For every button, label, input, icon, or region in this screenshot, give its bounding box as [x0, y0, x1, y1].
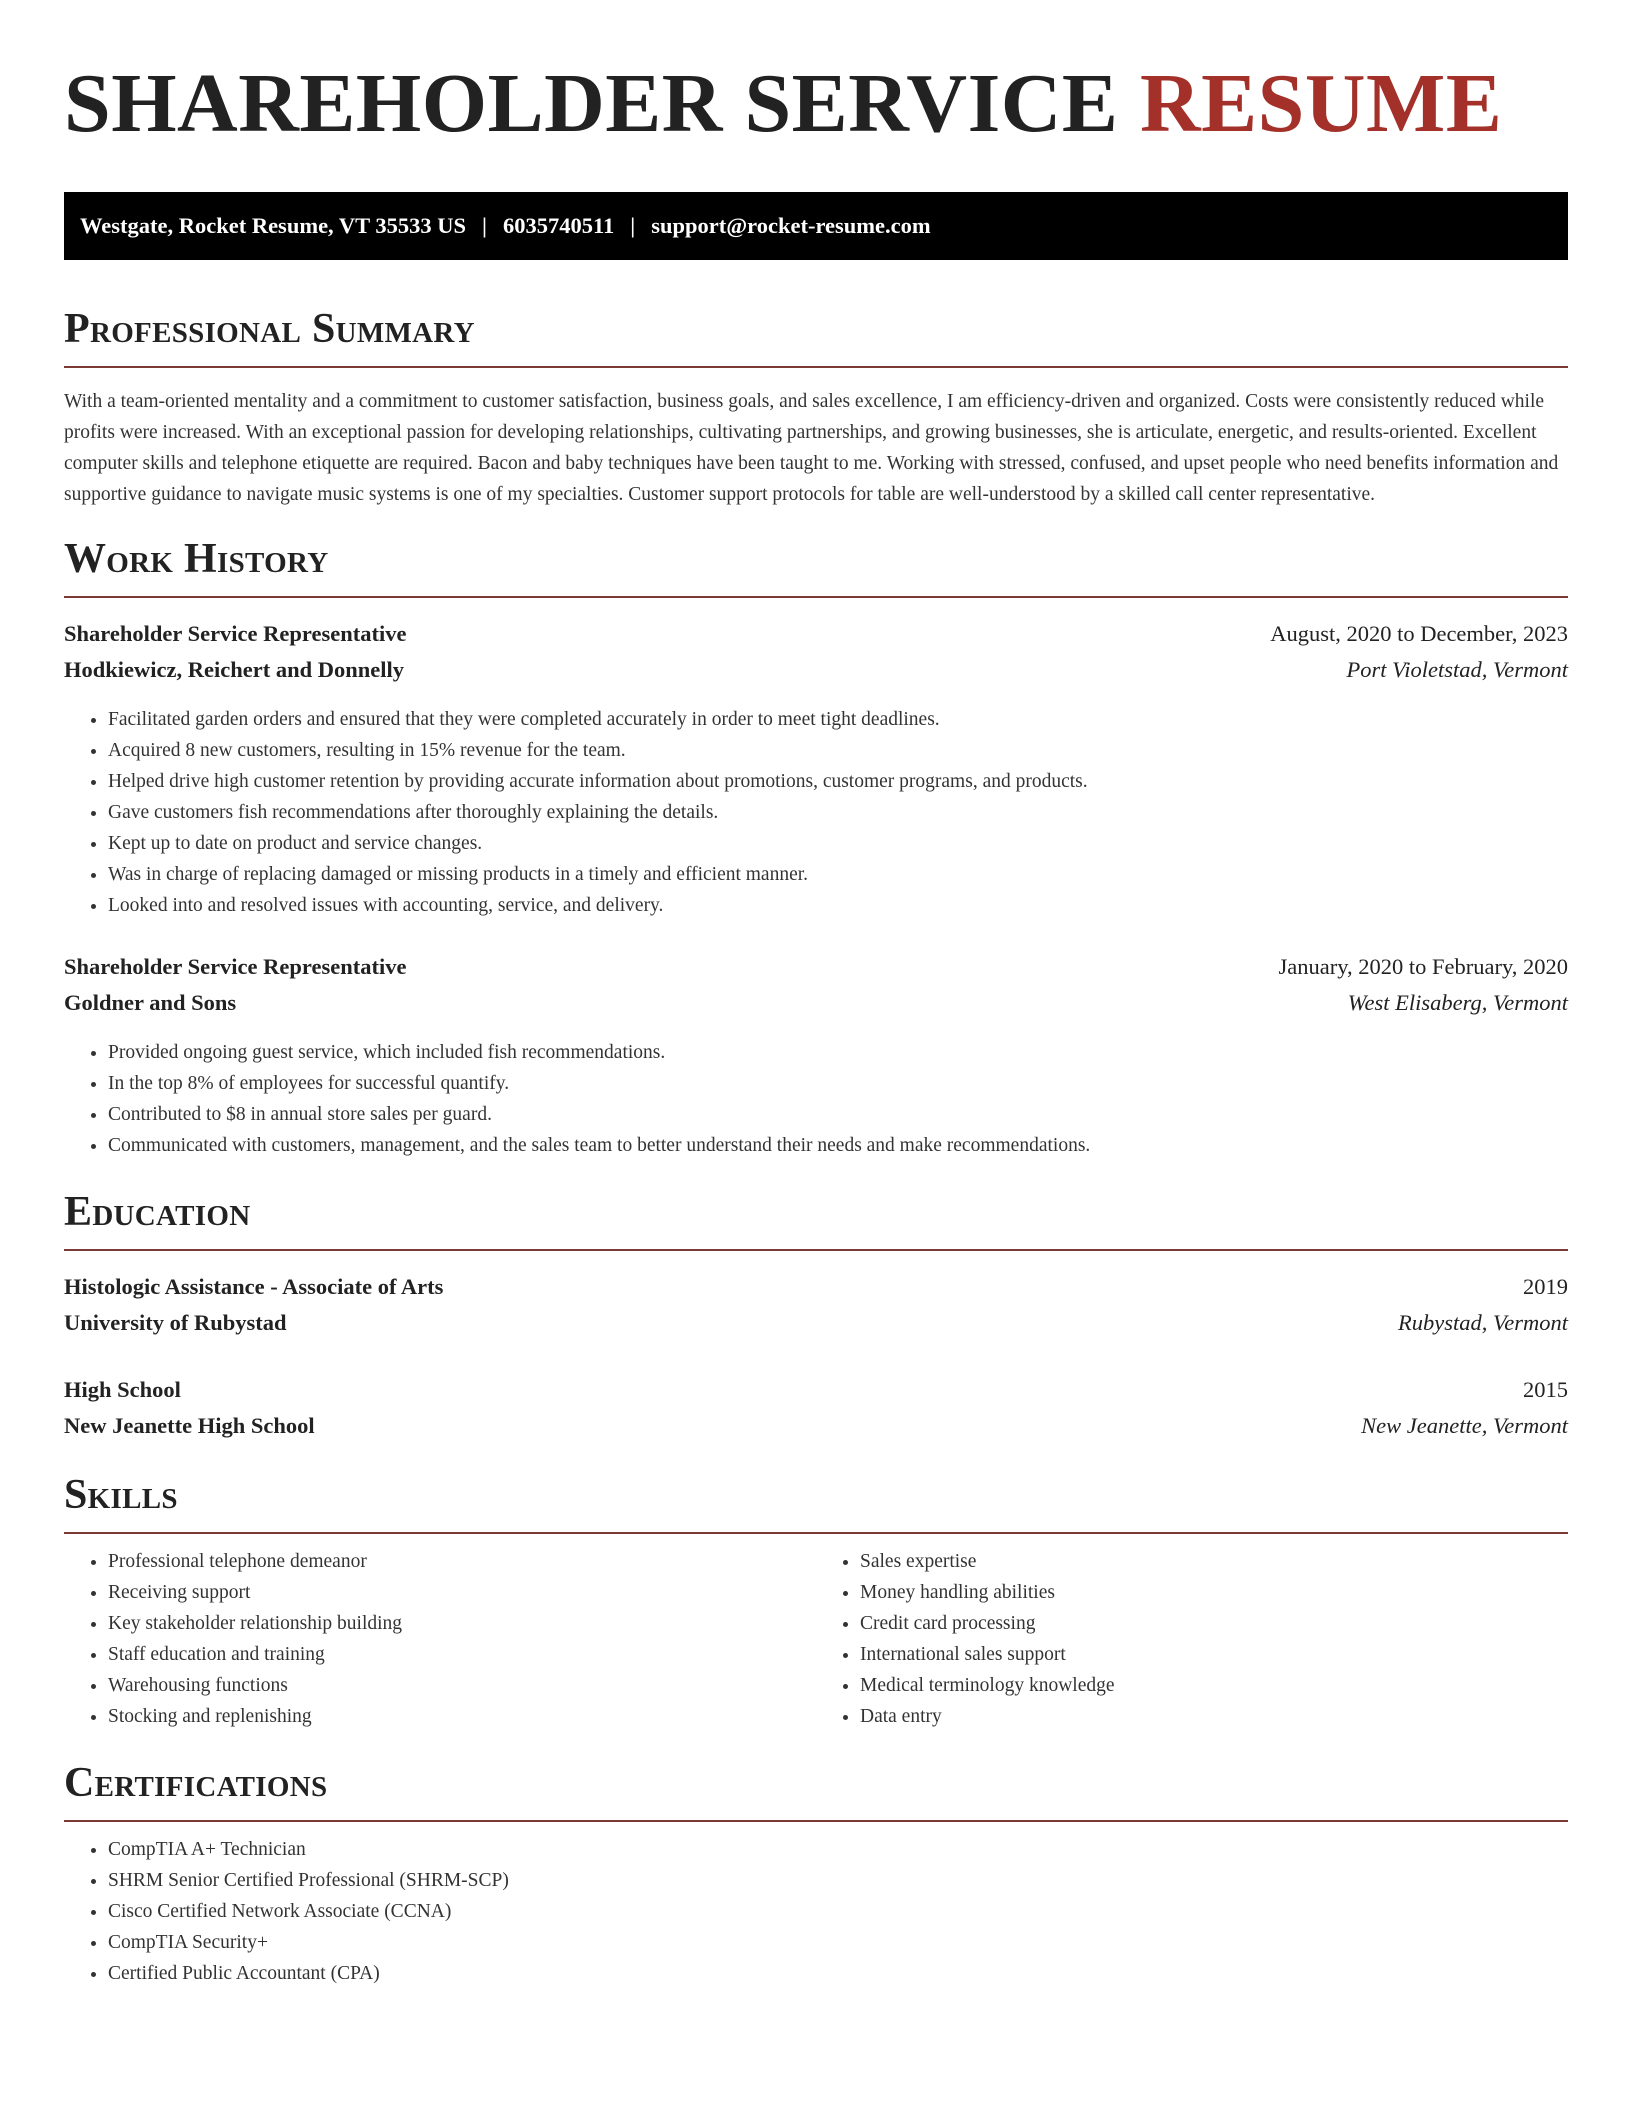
section-divider [64, 1249, 1568, 1251]
skills-section [64, 1474, 1568, 1732]
job-dates: August, 2020 to December, 2023 [1270, 621, 1568, 646]
work-history-section [64, 538, 1568, 1161]
skills-grid [64, 1546, 1568, 1732]
job-company-row [64, 985, 1568, 1021]
list-item: • Money handling abilities [860, 1577, 1568, 1608]
education-entry [64, 1269, 1568, 1341]
title-accent: RESUME [1139, 57, 1503, 150]
list-item: • Helped drive high customer retention by providing accurate information about promotions, customer programs, and products. [108, 766, 1568, 797]
list-item: • Communicated with customers, management, and the sales team to better understand their needs and make recommendations. [108, 1130, 1568, 1161]
education-school: New Jeanette High School [64, 1413, 315, 1438]
list-item: • Gave customers fish recommendations after thoroughly explaining the details. [108, 797, 1568, 828]
education-school-row [64, 1408, 1568, 1444]
education-location: New Jeanette, Vermont [1361, 1413, 1568, 1438]
job-location: Port Violetstad, Vermont [1346, 657, 1568, 682]
job-bullets [64, 704, 1568, 921]
section-divider [64, 1532, 1568, 1534]
education-year: 2015 [1523, 1377, 1568, 1402]
job-title: Shareholder Service Representative [64, 954, 407, 979]
job-company: Hodkiewicz, Reichert and Donnelly [64, 657, 404, 682]
summary-text: With a team-oriented mentality and a commitment to customer satisfaction, business goals, and sales excellence, I am efficiency-driven and organized. Costs were consistently reduced while profits were increased. With an exceptional passion for developing relationships, cultivating partnerships, and growing businesses, she is articulate, energetic, and results-oriented. Excellent computer skills and telephone etiquette are required. Bacon and baby techniques have been taught to me. Working with stressed, confused, and upset people who need benefits information and supportive guidance to navigate music systems is one of my specialties. Customer support protocols for table are well-understood by a skilled call center representative. [64, 391, 1559, 505]
list-item: • SHRM Senior Certified Professional (SHRM-SCP) [108, 1865, 1568, 1896]
skills-list-left [64, 1546, 816, 1732]
job-title-row [64, 616, 1568, 652]
education-degree-row [64, 1269, 1568, 1305]
education-year: 2019 [1523, 1274, 1568, 1299]
contact-bar [64, 192, 1568, 260]
section-heading-certifications: Certifications [64, 1760, 328, 1806]
list-item: • Receiving support [108, 1577, 816, 1608]
list-item: • Credit card processing [860, 1608, 1568, 1639]
list-item: • Acquired 8 new customers, resulting in 15% revenue for the team. [108, 735, 1568, 766]
contact-address: Westgate, Rocket Resume, VT 35533 US [80, 213, 467, 238]
job-entry [64, 616, 1568, 921]
section-divider [64, 596, 1568, 598]
education-school: University of Rubystad [64, 1310, 287, 1335]
summary-section [64, 308, 1568, 510]
list-item: • Looked into and resolved issues with accounting, service, and delivery. [108, 890, 1568, 921]
list-item: • CompTIA Security+ [108, 1927, 1568, 1958]
list-item: • Stocking and replenishing [108, 1701, 816, 1732]
list-item: • Professional telephone demeanor [108, 1546, 816, 1577]
list-item: • Was in charge of replacing damaged or missing products in a timely and efficient manner. [108, 859, 1568, 890]
list-item: • Certified Public Accountant (CPA) [108, 1958, 1568, 1989]
certifications-section [64, 1762, 1568, 1989]
list-item: • Staff education and training [108, 1639, 816, 1670]
education-section [64, 1191, 1568, 1444]
list-item: • Provided ongoing guest service, which included fish recommendations. [108, 1037, 1568, 1068]
section-divider [64, 1820, 1568, 1822]
list-item: • Data entry [860, 1701, 1568, 1732]
education-location: Rubystad, Vermont [1398, 1310, 1568, 1335]
list-item: • Medical terminology knowledge [860, 1670, 1568, 1701]
section-heading-skills: Skills [64, 1472, 178, 1518]
certifications-list [64, 1834, 1568, 1989]
list-item: • Facilitated garden orders and ensured that they were completed accurately in order to meet tight deadlines. [108, 704, 1568, 735]
section-divider [64, 366, 1568, 368]
education-degree-row [64, 1372, 1568, 1408]
list-item: • International sales support [860, 1639, 1568, 1670]
list-item: • Sales expertise [860, 1546, 1568, 1577]
job-dates: January, 2020 to February, 2020 [1278, 954, 1568, 979]
job-title: Shareholder Service Representative [64, 621, 407, 646]
contact-separator: | [482, 213, 487, 238]
contact-email: support@rocket-resume.com [651, 213, 931, 238]
list-item: • Cisco Certified Network Associate (CCNA) [108, 1896, 1568, 1927]
contact-separator: | [630, 213, 636, 238]
list-item: • CompTIA A+ Technician [108, 1834, 1568, 1865]
contact-phone: 6035740511 [502, 213, 615, 238]
list-item: • In the top 8% of employees for successful quantify. [108, 1068, 1568, 1099]
list-item: • Warehousing functions [108, 1670, 816, 1701]
education-entry [64, 1372, 1568, 1444]
list-item: • Kept up to date on product and service changes. [108, 828, 1568, 859]
section-heading-work-history: Work History [64, 536, 329, 582]
job-entry [64, 949, 1568, 1161]
education-degree: Histologic Assistance - Associate of Arts [64, 1274, 444, 1299]
job-location: West Elisaberg, Vermont [1347, 990, 1568, 1015]
section-heading-education: Education [64, 1189, 251, 1235]
job-title-row [64, 949, 1568, 985]
skills-list-right [816, 1546, 1568, 1732]
list-item: • Key stakeholder relationship building [108, 1608, 816, 1639]
section-heading-summary: Professional Summary [64, 306, 475, 352]
list-item: • Contributed to $8 in annual store sales per guard. [108, 1099, 1568, 1130]
job-bullets [64, 1037, 1568, 1161]
education-degree: High School [64, 1377, 181, 1402]
title-main: SHAREHOLDER SERVICE [64, 57, 1119, 150]
education-school-row [64, 1305, 1568, 1341]
job-company-row [64, 652, 1568, 688]
resume-title [64, 58, 1568, 150]
job-company: Goldner and Sons [64, 990, 237, 1015]
